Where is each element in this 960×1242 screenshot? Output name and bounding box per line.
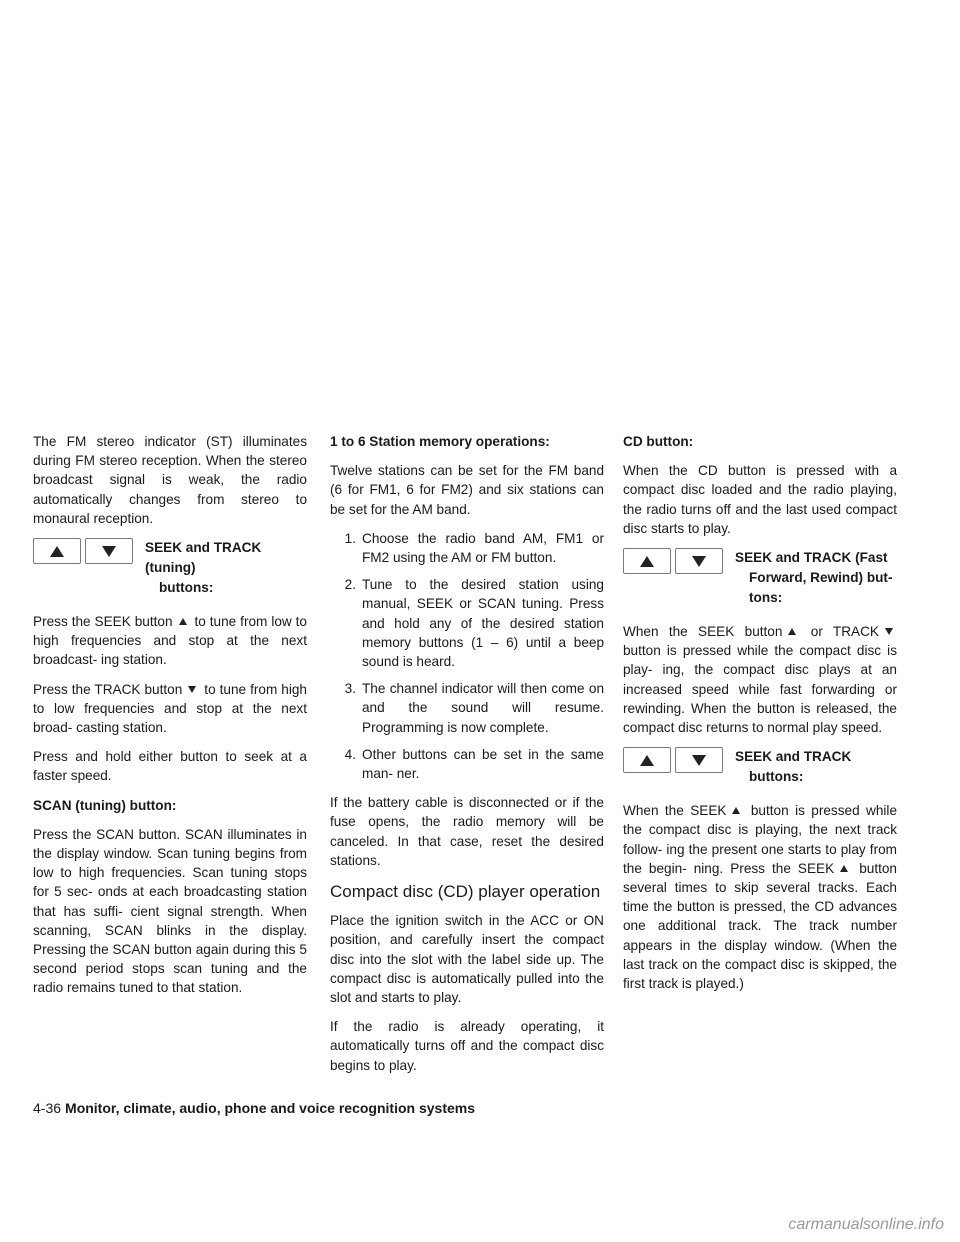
seek-track-label (735, 747, 851, 787)
fm-stereo-paragraph: The FM stereo indicator (ST) illuminates during FM stereo reception. When the stereo broadcast signal is weak, the radio automatically changes from stereo to monaural reception. (33, 434, 307, 526)
track-button-graphic (85, 538, 133, 564)
cd-insert-paragraph: Place the ignition switch in the ACC or ON position, and carefully insert the compact disc into the slot with the label side up. The compact disc is automatically pulled into the slot and starts to play. (330, 913, 604, 1006)
section-title: Monitor, climate, audio, phone and voice recognition systems (65, 1100, 475, 1116)
seek-button-graphic (623, 548, 671, 574)
seek-track-button-graphic (33, 538, 133, 564)
column-3 (623, 432, 897, 1003)
memory-steps-list (330, 529, 604, 783)
label-line: SEEK and TRACK (735, 749, 852, 765)
press-hold-paragraph: Press and hold either button to seek at a faster speed. (33, 749, 307, 784)
column-1 (33, 432, 307, 1008)
up-arrow-icon (640, 755, 654, 766)
memory-heading: 1 to 6 Station memory operations: (330, 434, 550, 449)
label-line: SEEK and TRACK (tuning) (145, 540, 262, 576)
down-arrow-icon (885, 628, 893, 635)
seek-track-tuning-header (33, 538, 307, 598)
seek-track-tuning-label (145, 538, 307, 598)
label-line: tons: (749, 590, 783, 606)
memory-paragraph: Twelve stations can be set for the FM band (6 for FM1, 6 for FM2) and six stations can be set for the AM band. (330, 463, 604, 517)
up-arrow-icon (732, 807, 740, 814)
list-item: 1. Choose the radio band AM, FM1 or FM2 using the AM or FM button. (344, 530, 604, 566)
seek-track-button-graphic (623, 548, 723, 574)
down-arrow-icon (692, 556, 706, 567)
label-line: Forward, Rewind) but- (749, 570, 893, 586)
cd-radio-paragraph: If the radio is already operating, it automatically turns off and the compact disc begins to play. (330, 1019, 604, 1073)
list-item: 2. Tune to the desired station using manual, SEEK or SCAN tuning. Press and hold any of the desired station memory buttons (1 – 6) until a beep sound is heard. (344, 577, 604, 670)
page-footer (33, 1100, 475, 1116)
list-item: 4. Other buttons can be set in the same man- ner. (344, 746, 604, 782)
track-button-graphic (675, 747, 723, 773)
label-line: buttons: (159, 580, 214, 596)
up-arrow-icon (179, 618, 187, 625)
seek-track-button-graphic (623, 747, 723, 773)
watermark: carmanualsonline.info (788, 1216, 944, 1233)
fast-forward-label (735, 548, 892, 608)
scan-paragraph: Press the SCAN button. SCAN illuminates in the display window. Scan tuning begins from low to high frequencies. Scan tuning stops for 5 sec- onds at each broadcasting station that has suffi- cient signal strength. When scanning, SCAN blinks in the display. Pressing the SCAN button again during this 5 second period stops scan tuning and the radio remains tuned to that station. (33, 826, 307, 996)
seek-track-header (623, 747, 897, 787)
label-line: SEEK and TRACK (Fast (735, 550, 888, 566)
up-arrow-icon (788, 628, 796, 635)
label-line: buttons: (749, 769, 804, 785)
scan-heading: SCAN (tuning) button: (33, 797, 177, 813)
track-button-graphic (675, 548, 723, 574)
up-arrow-icon (50, 546, 64, 557)
down-arrow-icon (188, 686, 196, 693)
down-arrow-icon (692, 755, 706, 766)
cd-section-heading: Compact disc (CD) player operation (330, 882, 601, 902)
column-2 (330, 432, 604, 1085)
down-arrow-icon (102, 546, 116, 557)
cd-button-paragraph: When the CD button is pressed with a compact disc loaded and the radio playing, the radio turns off and the last used compact disc starts to play. (623, 463, 897, 536)
seek-button-graphic (33, 538, 81, 564)
battery-paragraph: If the battery cable is disconnected or if the fuse opens, the radio memory will be canceled. In that case, reset the desired stations. (330, 795, 604, 868)
list-item: 3. The channel indicator will then come on and the sound will resume. Programming is now complete. (344, 681, 604, 735)
cd-button-heading: CD button: (623, 434, 694, 449)
page-number: 4-36 (33, 1100, 62, 1116)
seek-press-paragraph: Press the SEEK button to tune from low to high frequencies and stop at the next broadcast- ing station. (33, 614, 307, 668)
up-arrow-icon (840, 865, 848, 872)
up-arrow-icon (640, 556, 654, 567)
track-press-paragraph: Press the TRACK button to tune from high to low frequencies and stop at the next broad- casting station. (33, 681, 307, 736)
next-track-paragraph: When the SEEK button is pressed while the compact disc is playing, the next track follow- ing the present one starts to play from the begin- ning. Press the SEEK button several times to skip several tracks. Each time the button is pressed, the CD advances one additional track. The track number appears in the display window. (When the last track on the compact disc is skipped, the first track is played.) (623, 803, 898, 992)
fast-forward-header (623, 548, 897, 608)
fast-forward-paragraph: When the SEEK button or TRACK button is pressed while the compact disc is play- ing, the compact disc plays at an increased speed while fast forwarding or rewinding. When the button is released, the compact disc returns to normal play speed. (623, 624, 897, 736)
seek-button-graphic (623, 747, 671, 773)
